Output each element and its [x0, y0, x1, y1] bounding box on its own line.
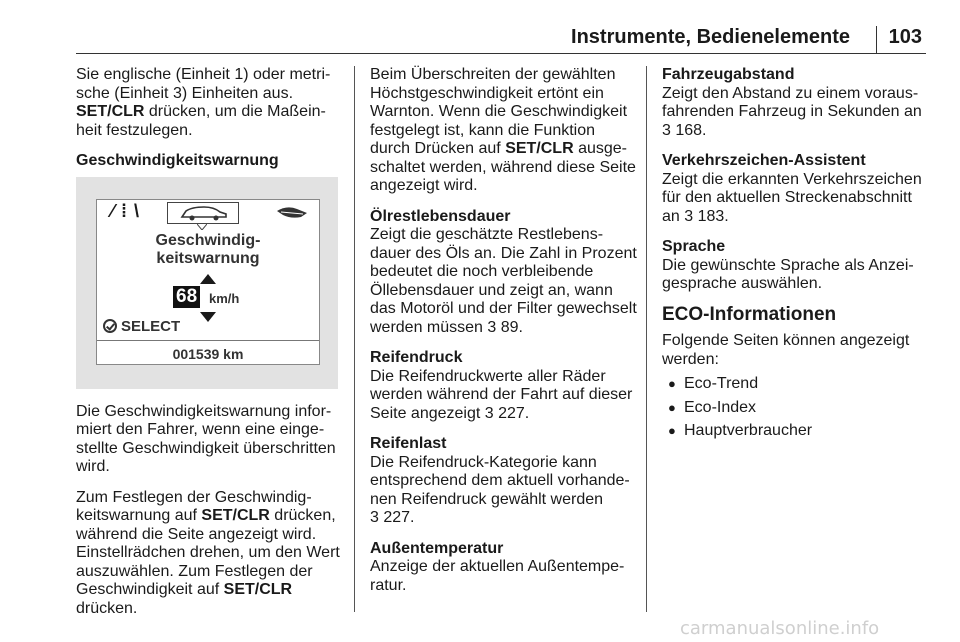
- paragraph: [76, 66, 344, 140]
- paragraph: [662, 171, 932, 227]
- paragraph: [76, 489, 344, 619]
- page-header: [0, 0, 960, 60]
- paragraph: Anzeige der aktuellen Außentempe-ratur.: [370, 558, 625, 594]
- text: Zeigt die erkannten Verkehrszeichen für den aktuellen Streckenabschnitt an: [662, 170, 922, 225]
- traffic-sign-icon: [273, 203, 313, 223]
- paragraph: [370, 226, 638, 337]
- text: drücken, um die Maßein-heit festzulegen.: [76, 103, 326, 139]
- subheading: Reifenlast: [370, 435, 447, 452]
- display-title-line: Geschwindig-: [155, 231, 261, 249]
- subheading: Fahrzeugabstand: [662, 66, 795, 83]
- column-divider: [354, 66, 355, 612]
- key-label: SET/CLR: [76, 103, 145, 120]
- select-row: [103, 318, 180, 337]
- header-rule: [76, 53, 926, 54]
- display-title-line: keitswarnung: [156, 249, 260, 267]
- paragraph: Die gewünschte Sprache als Anzei-gesprache auswählen.: [662, 256, 914, 292]
- arrow-up-icon: [200, 274, 216, 284]
- car-icon: [167, 202, 239, 224]
- key-label: SET/CLR: [223, 581, 293, 598]
- instrument-display: [96, 199, 320, 365]
- tab-notch-icon: [197, 224, 207, 230]
- list-item: ● Hauptverbraucher: [662, 422, 932, 441]
- column-1: [76, 66, 344, 630]
- display-divider: [97, 340, 319, 341]
- display-figure: [76, 177, 338, 389]
- text: Die Reifendruckwerte aller Räder werden während der Fahrt auf dieser Seite angezeigt: [370, 367, 633, 422]
- paragraph: [370, 368, 638, 424]
- text: Die Reifendruck-Kategorie kann entsprechend dem aktuell vorhande-nen Reifendruck gewählt werden: [370, 453, 630, 508]
- watermark: carmanualsonline.info: [680, 618, 880, 639]
- paragraph: [662, 85, 932, 141]
- odometer: 001539 km: [172, 345, 244, 362]
- paragraph: Die Geschwindigkeitswarnung infor-miert den Fahrer, wenn eine einge-stellte Geschwindigkeit überschritten wird.: [76, 402, 336, 475]
- list-item: ● Eco-Trend: [662, 375, 932, 394]
- text: Sie englische (Einheit 1) oder metri-sche (Einheit 3) Einheiten aus.: [76, 66, 331, 102]
- key-label: SET/CLR: [505, 140, 574, 157]
- display-title: [97, 232, 319, 268]
- text: drücken, während die Seite angezeigt wird. Einstellrädchen drehen, um den Wert auszuwählen. Zum Festlegen der Geschwindigkeit auf: [76, 507, 340, 598]
- text: drücken.: [76, 599, 138, 617]
- speed-unit: km/h: [209, 290, 240, 306]
- subheading: Ölrestlebensdauer: [370, 207, 511, 225]
- select-label: SELECT: [121, 317, 181, 335]
- subheading: Außentemperatur: [370, 539, 504, 557]
- subheading: Sprache: [662, 238, 726, 255]
- section-heading: Geschwindigkeitswarnung: [76, 152, 279, 169]
- subheading: Reifendruck: [370, 349, 463, 366]
- paragraph: Folgende Seiten können angezeigt werden:: [662, 332, 910, 368]
- lane-icon: ⁄ ⁞ \: [111, 200, 141, 221]
- page-reference: 3 227.: [484, 404, 530, 422]
- text: Zeigt die geschätzte Restlebens-dauer des Öls an. Die Zahl in Prozent bedeutet die noch verbleibende Öllebensdauer und zeigt an, wann das Motoröl und der Filter gewechselt werden müssen: [370, 226, 637, 336]
- list-item: ● Eco-Index: [662, 399, 932, 418]
- text: Zeigt den Abstand zu einem voraus-fahrenden Fahrzeug in Sekunden an: [662, 84, 922, 120]
- page-number: 103: [888, 26, 922, 48]
- key-label: SET/CLR: [201, 507, 270, 524]
- arrow-down-icon: [200, 312, 216, 322]
- paragraph: [370, 454, 638, 528]
- header-title: Instrumente, Bedienelemente: [571, 26, 850, 48]
- eco-list: [662, 375, 932, 441]
- display-icon-row: [97, 200, 319, 226]
- column-divider: [646, 66, 647, 612]
- page-reference: 3 168.: [662, 121, 707, 139]
- header-divider: [876, 26, 877, 53]
- text: Zum Festlegen der Geschwindig-keitswarnung auf: [76, 488, 312, 524]
- speed-value: 68: [173, 286, 200, 308]
- column-3: [662, 66, 932, 446]
- section-heading: ECO-Informationen: [662, 303, 837, 325]
- text: ausge-schaltet werden, während diese Seite angezeigt wird.: [370, 140, 636, 194]
- page-reference: 3 227.: [370, 509, 415, 526]
- paragraph: [370, 66, 638, 196]
- page-reference: 3 183.: [684, 207, 729, 225]
- subheading: Verkehrszeichen-Assistent: [662, 152, 866, 169]
- check-circle-icon: [103, 319, 117, 333]
- column-2: [370, 66, 638, 607]
- page-reference: 3 89.: [487, 318, 523, 336]
- text: Beim Überschreiten der gewählten Höchstgeschwindigkeit ertönt ein Warnton. Wenn die Geschwindigkeit festgelegt ist, kann die Funktion durch Drücken auf: [370, 66, 628, 157]
